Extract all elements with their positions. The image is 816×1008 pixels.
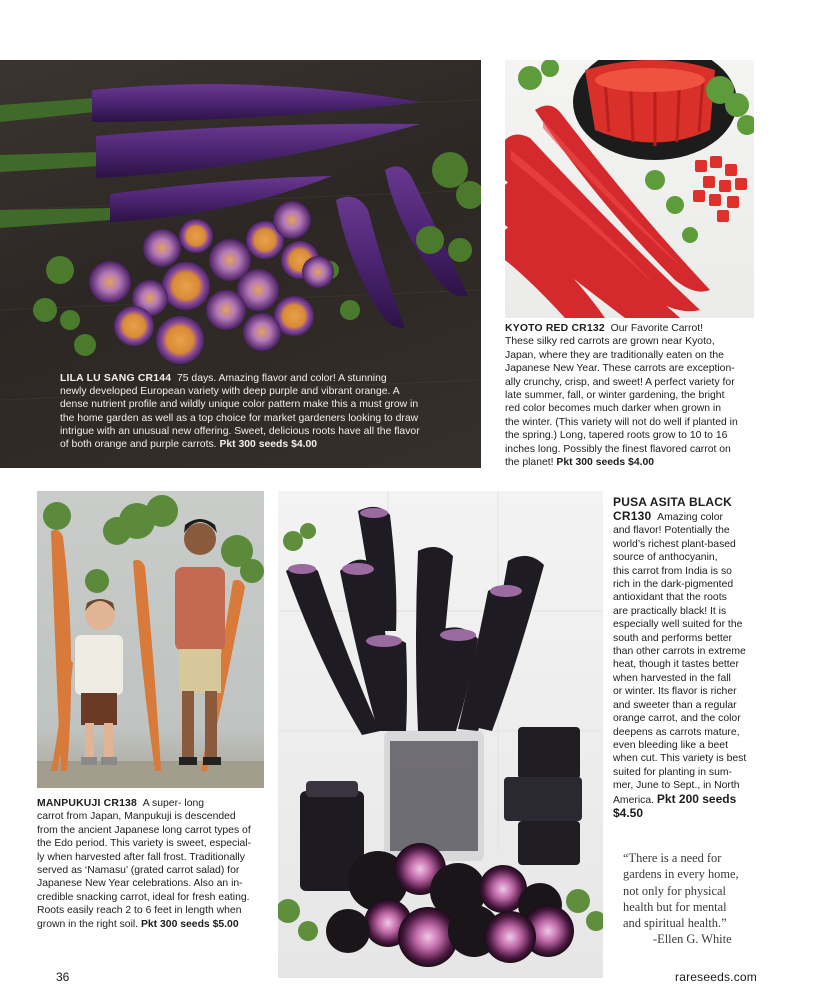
pusa-asita-black-price: Pkt 200 seeds [656, 791, 737, 806]
description-line: especially well suited for the [613, 619, 743, 631]
description-line: suited for planting in sum- [613, 766, 732, 778]
manpukuji-name: MANPUKUJI CR138 [37, 798, 138, 809]
description-line: grown in the right soil. [37, 918, 139, 930]
pusa-asita-black-name: PUSA ASITA BLACK [613, 495, 732, 509]
description-line: from the ancient Japanese long carrot types of [37, 824, 251, 836]
black-carrots-image [278, 491, 603, 978]
ellen-white-quote [623, 850, 763, 948]
description-line: dense nutrient profile and wildly unique color pattern make this a must grow in [60, 399, 419, 411]
description-line: the Edo period. This variety is sweet, especial- [37, 838, 252, 850]
description-line: and sweeter than a regular [613, 699, 737, 711]
description-line: deepens as carrots mature, [613, 726, 740, 738]
manpukuji-description [37, 797, 277, 931]
description-line: Amazing color [657, 512, 723, 523]
quote-line: health but for mental [623, 899, 727, 914]
description-line: late summer, fall, or winter gardening, the bright [505, 390, 725, 402]
description-line: red color becomes much darker when grown in [505, 403, 721, 415]
quote-line: and spiritual health.” [623, 916, 727, 931]
children-with-long-carrots-image [37, 491, 264, 788]
kyoto-red-name: KYOTO RED CR132 [505, 323, 605, 334]
description-line: than other carrots in extreme [613, 646, 746, 658]
lila-lu-sang-description [60, 372, 460, 451]
lila-lu-sang-name: LILA LU SANG CR144 [60, 373, 172, 384]
description-line: orange carrot, and the color [613, 713, 741, 725]
description-line: Japanese New Year celebrations. Also an in- [37, 878, 243, 890]
website-url: rareseeds.com [675, 970, 757, 984]
description-line: are practically black! It is [613, 605, 727, 617]
kyoto-red-photo [505, 60, 754, 318]
quote-author: -Ellen G. White [653, 932, 732, 947]
description-line: heat, though it tastes better [613, 659, 739, 671]
description-line: served as ‘Namasu’ (grated carrot salad) for [37, 865, 240, 877]
quote-line: “There is a need for [623, 851, 722, 865]
description-line: when harvested in the fall [613, 672, 731, 684]
pusa-asita-black-price-amount: $4.50 [613, 805, 644, 820]
red-carrots-image [505, 60, 754, 318]
description-line: intrigue with an unusual new offering. Sweet, delicious roots have all the flavor [60, 425, 420, 437]
description-line: or winter. Its flavor is richer [613, 686, 737, 698]
description-line: of both orange and purple carrots. [60, 439, 217, 451]
description-line: the planet! [505, 457, 554, 469]
description-line: A super- long [142, 798, 205, 809]
pusa-asita-black-photo [278, 491, 603, 978]
lila-lu-sang-photo [0, 60, 481, 468]
manpukuji-photo [37, 491, 264, 788]
description-line: ly when harvested after fall frost. Traditionally [37, 851, 245, 863]
quote-line: gardens in every home, [623, 867, 739, 882]
description-line: America. [613, 794, 654, 806]
description-line: carrot from Japan, Manpukuji is descended [37, 811, 236, 823]
lila-lu-sang-price: Pkt 300 seeds $4.00 [219, 439, 318, 451]
description-line: world’s richest plant-based [613, 538, 736, 550]
description-line: Our Favorite Carrot! [610, 323, 703, 334]
description-line: 75 days. Amazing flavor and color! A stunning [176, 373, 387, 384]
page-number: 36 [56, 970, 70, 984]
pusa-asita-black-description [613, 494, 763, 820]
description-line: antioxidant that the roots [613, 592, 727, 604]
description-line: south and performs better [613, 632, 732, 644]
description-line: These silky red carrots are grown near Kyoto, [505, 336, 715, 348]
description-line: the home garden as well as a top choice for market gardeners looking to draw [60, 412, 419, 424]
description-line: newly developed European variety with deep purple and vibrant orange. A [60, 386, 400, 398]
pusa-asita-black-code: CR130 [613, 509, 652, 523]
kyoto-red-price: Pkt 300 seeds $4.00 [556, 457, 655, 469]
description-line: even bleeding like a beet [613, 739, 728, 751]
description-line: Japanese New Year. These carrots are exception- [505, 363, 735, 375]
description-line: rich in the dark-pigmented [613, 579, 734, 591]
description-line: when cut. This variety is best [613, 753, 747, 765]
kyoto-red-description [505, 322, 765, 469]
description-line: the spring.) Long, tapered roots grow to 10 to 16 [505, 430, 728, 442]
manpukuji-price: Pkt 300 seeds $5.00 [140, 918, 239, 930]
description-line: mer, June to Sept., in North [613, 780, 740, 792]
description-line: Roots easily reach 2 to 6 feet in length when [37, 905, 242, 917]
description-line: inches long. Possibly the finest flavored carrot on [505, 443, 731, 455]
description-line: this carrot from India is so [613, 565, 732, 577]
description-line: ally crunchy, crisp, and sweet! A perfect variety for [505, 376, 735, 388]
description-line: Japan, where they are traditionally eaten on the [505, 349, 724, 361]
description-line: source of anthocyanin, [613, 552, 718, 564]
quote-line: not only for physical [623, 883, 726, 898]
description-line: credible snacking carrot, ideal for fresh eating. [37, 891, 250, 903]
description-line: and flavor! Potentially the [613, 525, 730, 537]
description-line: the winter. (This variety will not do well if planted in [505, 416, 738, 428]
